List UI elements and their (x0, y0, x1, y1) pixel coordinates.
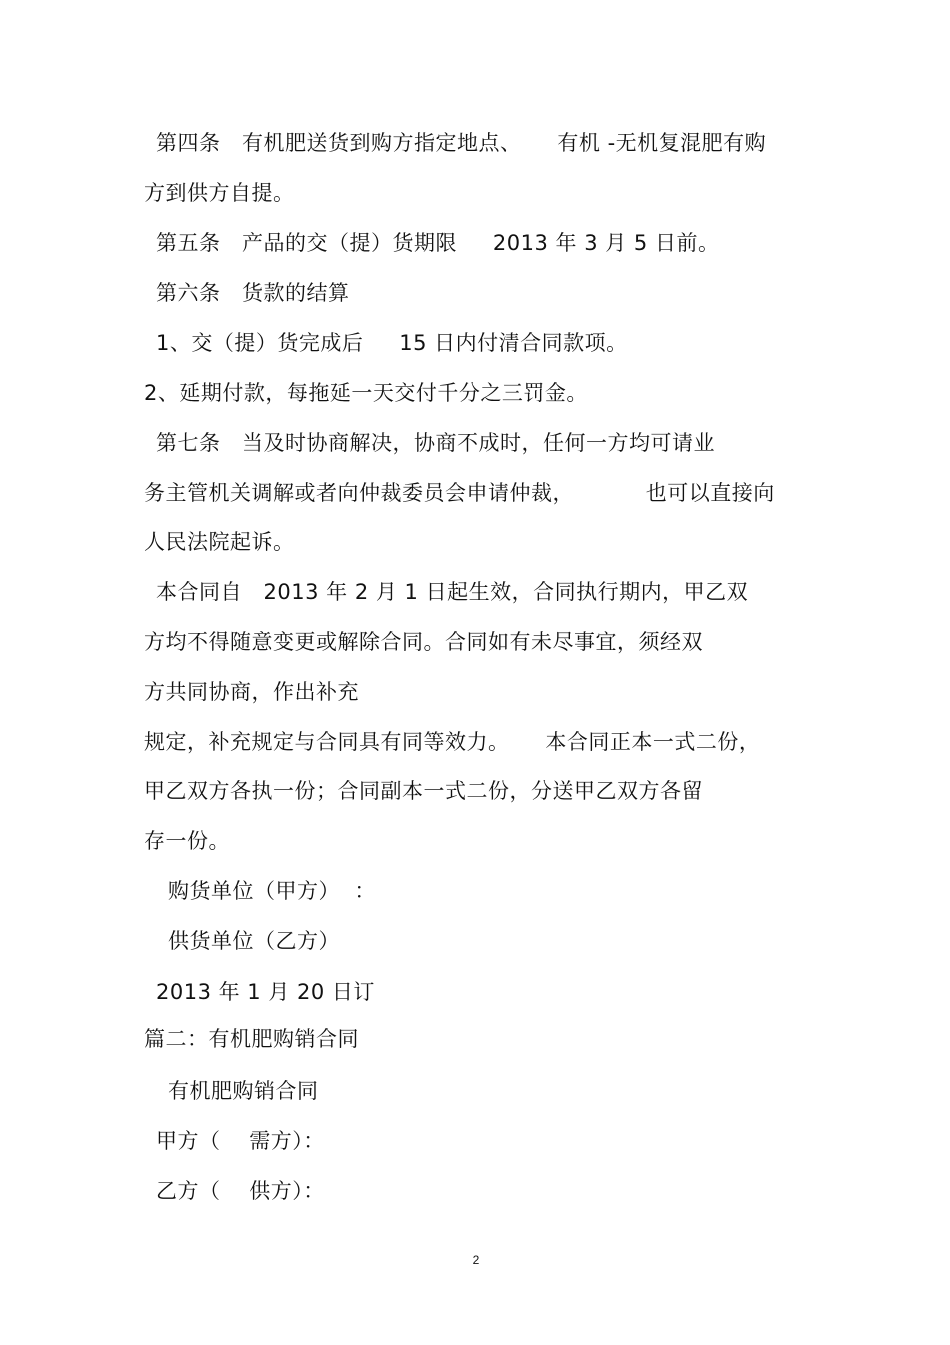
text-line: 方均不得随意变更或解除合同。合同如有未尽事宜，须经双 (144, 630, 703, 654)
text-line-article-5: 第五条 产品的交（提）货期限 2013 年 3 月 5 日前。 (156, 231, 720, 255)
section-heading: 篇二：有机肥购销合同 (144, 1027, 359, 1051)
text-line-article-6: 第六条 货款的结算 (156, 281, 350, 305)
text-line-item-1: 1、交（提）货完成后 15 日内付清合同款项。 (156, 331, 628, 355)
text-line: 人民法院起诉。 (144, 530, 295, 554)
text-line: 甲乙双方各执一份；合同副本一式二份，分送甲乙双方各留 (144, 779, 703, 803)
text-line: 存一份。 (144, 829, 230, 853)
text-line-effective-date: 本合同自 2013 年 2 月 1 日起生效，合同执行期内，甲乙双 (156, 580, 749, 604)
text-line: 方共同协商，作出补充 (144, 680, 359, 704)
text-line: 方到供方自提。 (144, 181, 295, 205)
party-b-label: 乙方（ 供方）： (156, 1179, 325, 1203)
contract-title: 有机肥购销合同 (168, 1079, 319, 1103)
party-a-label: 甲方（ 需方）： (156, 1129, 325, 1153)
page-number: 2 (472, 1253, 480, 1267)
buyer-label: 购货单位（甲方） ： (168, 879, 376, 903)
text-line: 规定，补充规定与合同具有同等效力。 本合同正本一式二份， (144, 730, 761, 754)
supplier-label: 供货单位（乙方） (168, 929, 340, 953)
text-line-item-2: 2、延期付款，每拖延一天交付千分之三罚金。 (144, 381, 588, 405)
text-line-article-7: 第七条 当及时协商解决，协商不成时，任何一方均可请业 (156, 431, 716, 455)
text-line: 务主管机关调解或者向仲裁委员会申请仲裁， 也可以直接向 (144, 481, 775, 505)
signing-date: 2013 年 1 月 20 日订 (156, 980, 375, 1004)
text-line-article-4: 第四条 有机肥送货到购方指定地点、 有机 -无机复混肥有购 (156, 131, 767, 155)
